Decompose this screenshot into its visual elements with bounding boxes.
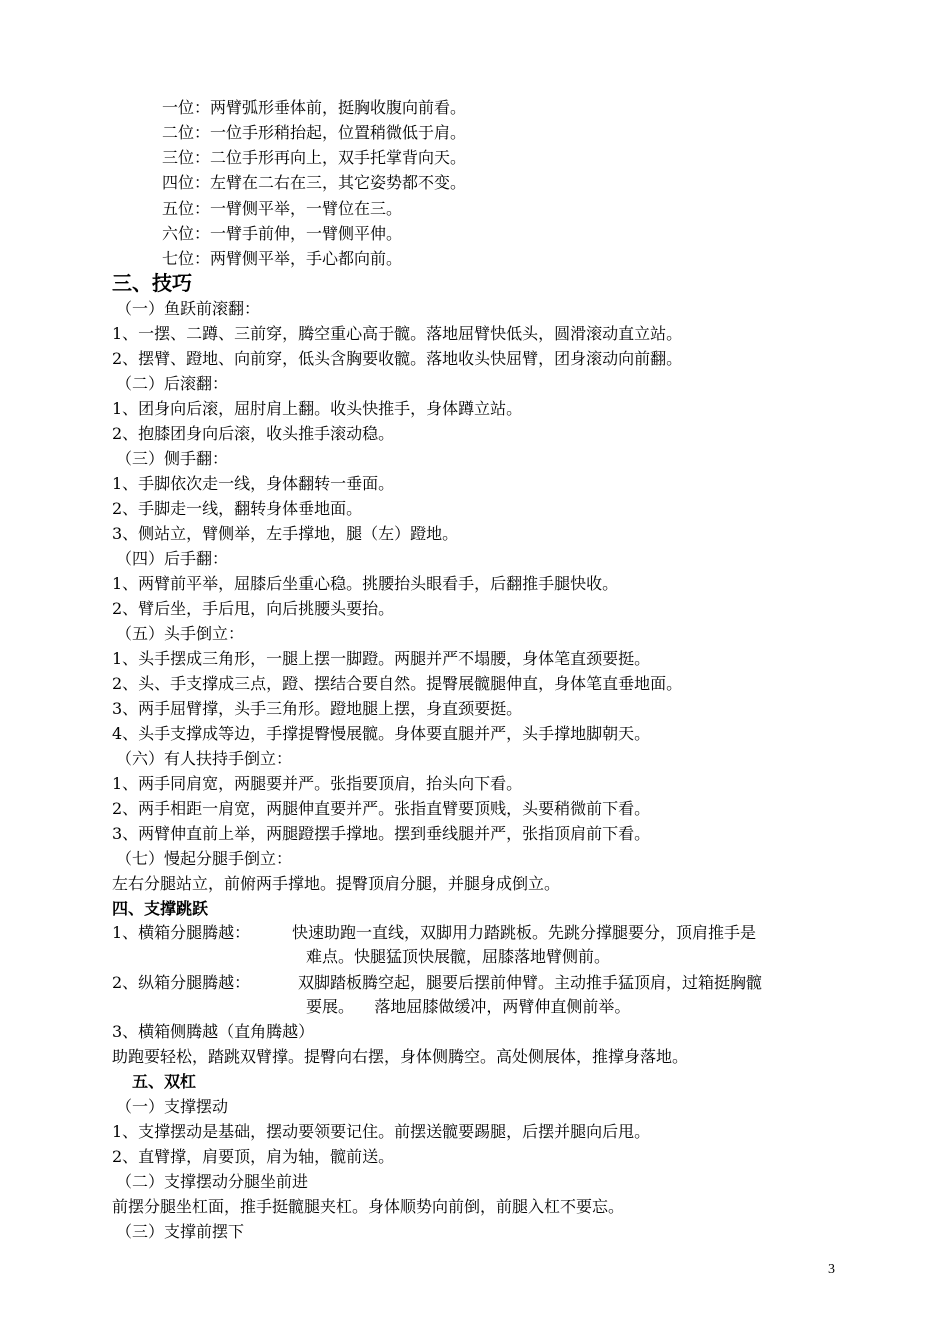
text-line: 3、侧站立，臂侧举，左手撑地，腿（左）蹬地。 [112, 524, 459, 543]
text-line: 2、两手相距一肩宽，两腿伸直要并严。张指直臂要顶贱，头要稍微前下看。 [112, 799, 651, 818]
text-line: 3、两臂伸直前上举，两腿蹬摆手撑地。摆到垂线腿并严，张指顶肩前下看。 [112, 824, 651, 843]
item-label: 1、横箱分腿腾越： [112, 923, 251, 942]
subsection-heading: （二）后滚翻： [116, 374, 229, 393]
text-line: 六位：一臂手前伸，一臂侧平伸。 [162, 224, 403, 243]
subsection-heading: （七）慢起分腿手倒立： [116, 849, 293, 868]
section-heading: 四、支撑跳跃 [112, 899, 209, 918]
subsection-heading: （六）有人扶持手倒立： [116, 749, 293, 768]
text-line: 1、手脚依次走一线，身体翻转一垂面。 [112, 474, 395, 493]
text-line: 前摆分腿坐杠面，推手挺髋腿夹杠。身体顺势向前倒，前腿入杠不要忘。 [112, 1197, 625, 1216]
text-line: 1、团身向后滚，屈肘肩上翻。收头快推手，身体蹲立站。 [112, 399, 523, 418]
text-line: 3、两手屈臂撑，头手三角形。蹬地腿上摆，身直颈要挺。 [112, 699, 523, 718]
text-line: 一位：两臂弧形垂体前，挺胸收腹向前看。 [162, 98, 467, 117]
text-line: 要展。 落地屈膝做缓冲，两臂伸直侧前举。 [306, 997, 631, 1016]
subsection-heading: （四）后手翻： [116, 549, 229, 568]
text-line: 快速助跑一直线，双脚用力踏跳板。先跳分撑腿要分，顶肩推手是 [292, 923, 757, 942]
text-line: 难点。快腿猛顶快展髋，屈膝落地臂侧前。 [306, 947, 611, 966]
section-heading: 五、双杠 [132, 1072, 197, 1091]
text-line: 2、直臂撑，肩要顶，肩为轴，髋前送。 [112, 1147, 395, 1166]
text-line: 四位：左臂在二右在三，其它姿势都不变。 [162, 173, 467, 192]
subsection-heading: （一）鱼跃前滚翻： [116, 299, 261, 318]
text-line: 2、手脚走一线，翻转身体垂地面。 [112, 499, 363, 518]
text-line: 3、横箱侧腾越（直角腾越） [112, 1022, 315, 1041]
text-line: 五位：一臂侧平举，一臂位在三。 [162, 199, 403, 218]
text-line: 1、一摆、二蹲、三前穿，腾空重心高于髋。落地屈臂快低头，圆滑滚动直立站。 [112, 324, 683, 343]
text-line: 1、两手同肩宽，两腿要并严。张指要顶肩，抬头向下看。 [112, 774, 523, 793]
text-line: 左右分腿站立，前俯两手撑地。提臀顶肩分腿，并腿身成倒立。 [112, 874, 561, 893]
text-line: 2、抱膝团身向后滚，收头推手滚动稳。 [112, 424, 395, 443]
text-line: 助跑要轻松，踏跳双臂撑。提臀向右摆，身体侧腾空。高处侧展体，推撑身落地。 [112, 1047, 689, 1066]
subsection-heading: （一）支撑摆动 [116, 1097, 229, 1116]
subsection-heading: （二）支撑摆动分腿坐前进 [116, 1172, 309, 1191]
subsection-heading: （三）支撑前摆下 [116, 1222, 245, 1241]
subsection-heading: （三）侧手翻： [116, 449, 229, 468]
item-label: 2、纵箱分腿腾越： [112, 973, 251, 992]
text-line: 2、臂后坐，手后甩，向后挑腰头要抬。 [112, 599, 395, 618]
text-line: 4、头手支撑成等边，手撑提臀慢展髋。身体要直腿并严，头手撑地脚朝天。 [112, 724, 651, 743]
text-line: 三位：二位手形再向上，双手托掌背向天。 [162, 148, 467, 167]
text-line: 二位：一位手形稍抬起，位置稍微低于肩。 [162, 123, 467, 142]
text-line: 1、支撑摆动是基础，摆动要领要记住。前摆送髋要踢腿，后摆并腿向后甩。 [112, 1122, 651, 1141]
text-line: 1、头手摆成三角形，一腿上摆一脚蹬。两腿并严不塌腰，身体笔直颈要挺。 [112, 649, 651, 668]
section-heading: 三、技巧 [112, 271, 192, 295]
text-line: 1、两臂前平举，屈膝后坐重心稳。挑腰抬头眼看手，后翻推手腿快收。 [112, 574, 619, 593]
page-number: 3 [828, 1262, 835, 1277]
text-line: 2、头、手支撑成三点，蹬、摆结合要自然。提臀展髋腿伸直，身体笔直垂地面。 [112, 674, 683, 693]
text-line: 双脚踏板腾空起，腿要后摆前伸臂。主动推手猛顶肩，过箱挺胸髋 [298, 973, 763, 992]
text-line: 七位：两臂侧平举，手心都向前。 [162, 249, 403, 268]
subsection-heading: （五）头手倒立： [116, 624, 245, 643]
text-line: 2、摆臂、蹬地、向前穿，低头含胸要收髋。落地收头快屈臂，团身滚动向前翻。 [112, 349, 683, 368]
